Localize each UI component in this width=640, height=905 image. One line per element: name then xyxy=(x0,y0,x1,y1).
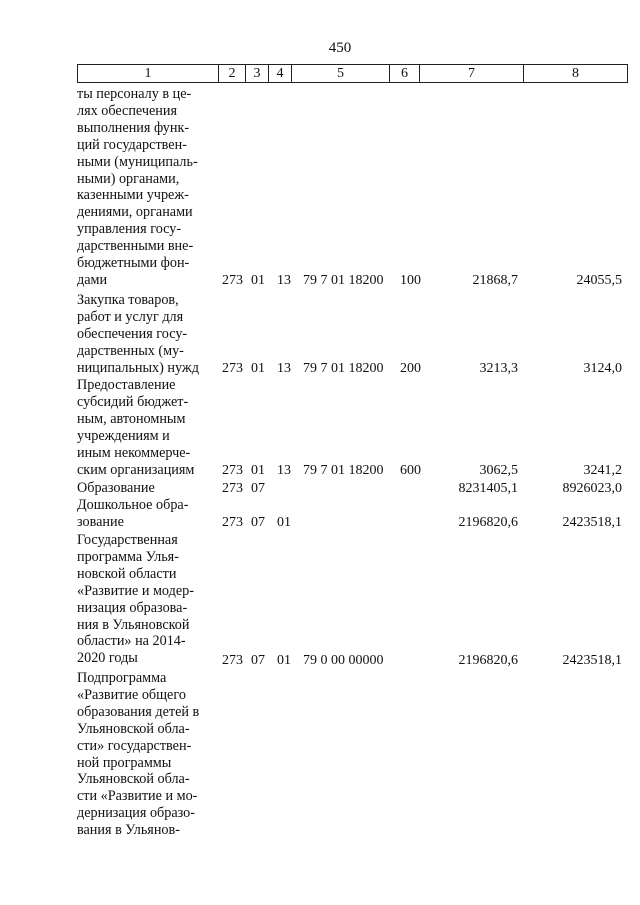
cell-ministry: 273 xyxy=(222,653,243,668)
table-header xyxy=(77,64,628,83)
header-col-1: 1 xyxy=(78,65,219,82)
row-text: Государственная программа Улья- новской области «Развитие и модер- низация образова- ния в Ульяновской области» на 2014- 2020 годы xyxy=(77,532,194,667)
cell-amount-2: 8926023,0 xyxy=(562,481,622,496)
cell-ministry: 273 xyxy=(222,463,243,478)
cell-subsection: 13 xyxy=(277,361,291,376)
header-col-6: 6 xyxy=(390,65,420,82)
cell-amount-2: 2423518,1 xyxy=(562,515,622,530)
cell-amount-2: 3241,2 xyxy=(583,463,622,478)
cell-type: 600 xyxy=(400,463,421,478)
cell-subsection: 01 xyxy=(277,653,291,668)
cell-subsection: 01 xyxy=(277,515,291,530)
cell-section: 01 xyxy=(251,463,265,478)
cell-amount-2: 24055,5 xyxy=(576,273,622,288)
cell-ministry: 273 xyxy=(222,515,243,530)
cell-ministry: 273 xyxy=(222,273,243,288)
cell-target: 79 7 01 18200 xyxy=(303,273,384,288)
cell-section: 07 xyxy=(251,481,265,496)
cell-amount-2: 2423518,1 xyxy=(562,653,622,668)
row-text: Закупка товаров, работ и услуг для обеспечения госу- дарственных (му- ниципальных) нужд xyxy=(77,292,199,376)
cell-ministry: 273 xyxy=(222,361,243,376)
header-col-2: 2 xyxy=(219,65,246,82)
cell-target: 79 0 00 00000 xyxy=(303,653,384,668)
cell-type: 200 xyxy=(400,361,421,376)
row-text: Образование xyxy=(77,480,155,496)
row-text: Предоставление субсидий бюджет- ным, автономным учреждениям и иным некоммерче- ским организациям xyxy=(77,377,195,478)
cell-amount-1: 3213,3 xyxy=(479,361,518,376)
cell-amount-1: 21868,7 xyxy=(472,273,518,288)
cell-type: 100 xyxy=(400,273,421,288)
cell-amount-1: 2196820,6 xyxy=(458,653,518,668)
cell-subsection: 13 xyxy=(277,463,291,478)
page-number: 450 xyxy=(328,40,352,56)
header-col-7: 7 xyxy=(420,65,524,82)
row-text: Подпрограмма «Развитие общего образования детей в Ульяновской обла- сти» государствен- ной программы Ульяновской обла- сти «Развитие и мо- дернизация образо- вания в Ульянов- xyxy=(77,670,200,839)
cell-subsection: 13 xyxy=(277,273,291,288)
cell-target: 79 7 01 18200 xyxy=(303,463,384,478)
cell-amount-1: 8231405,1 xyxy=(458,481,518,496)
cell-section: 07 xyxy=(251,515,265,530)
header-col-3: 3 xyxy=(246,65,269,82)
cell-section: 07 xyxy=(251,653,265,668)
cell-section: 01 xyxy=(251,361,265,376)
cell-amount-1: 2196820,6 xyxy=(458,515,518,530)
cell-section: 01 xyxy=(251,273,265,288)
row-text: Дошкольное обра- зование xyxy=(77,497,189,530)
cell-target: 79 7 01 18200 xyxy=(303,361,384,376)
cell-amount-1: 3062,5 xyxy=(479,463,518,478)
header-col-4: 4 xyxy=(269,65,292,82)
header-col-5: 5 xyxy=(292,65,390,82)
cell-amount-2: 3124,0 xyxy=(583,361,622,376)
header-col-8: 8 xyxy=(572,66,579,81)
cell-ministry: 273 xyxy=(222,481,243,496)
row-text: ты персоналу в це- лях обеспечения выполнения функ- ций государствен- ными (муниципаль- ными) органами, казенными учреж- дениями, органами управления госу- дарственными вне- бюджетными фон- дами xyxy=(77,86,198,288)
